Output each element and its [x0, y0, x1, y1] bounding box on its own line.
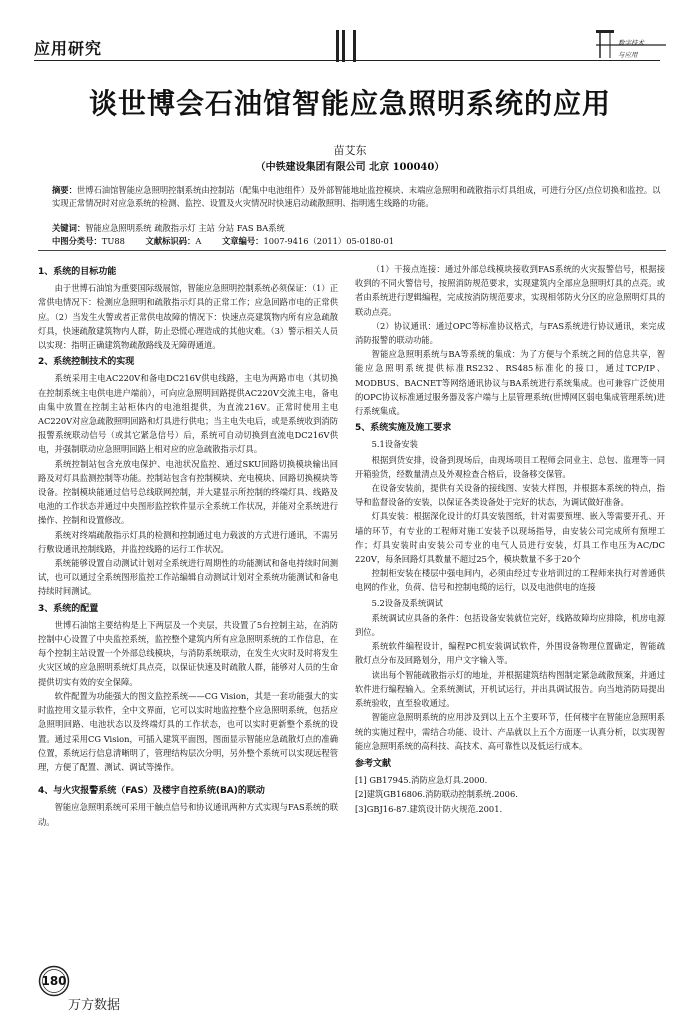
section-heading: 2、系统控制技术的实现 [38, 357, 135, 368]
paragraph: 系统调试应具备的条件：包括设备安装就位完好，线路故障均应排除，机房电源到位。 [355, 612, 665, 638]
journal-logo [596, 28, 666, 62]
clc-label: 中图分类号： [52, 236, 102, 246]
classification-line [52, 235, 664, 248]
paragraph: 控制柜安装在楼层中强电间内，必须由经过专业培训过的工程师来执行对普通供电网的作业，负荷、信号和控制电缆的运行，以及电池供电的连接 [355, 568, 665, 593]
keywords-label: 关键词： [52, 223, 86, 233]
paragraph: 智能应急照明系统与BA等系统的集成：为了方便与个系统之间的信息共享，智能应急照明系统提供标准RS232、RS485标准化的接口，通过TCP/IP、MODBUS、BACNET等网络通讯协议与BA系统进行系统集成。也可兼容广泛使用的OPC协议标准通过服务器及客户端与上层管理系统(世博网区弱电集成管理系统)进行系统集成。 [355, 349, 665, 417]
author: 苗艾东 [333, 144, 367, 157]
logo-text-line2: 与应用 [618, 51, 638, 59]
paragraph: 智能应急照明系统可采用干触点信号和协议通讯两种方式实现与FAS系统的联动。 [38, 802, 338, 827]
references-heading: 参考文献 [355, 758, 392, 769]
paragraph: 系统软件编程设计，编程PC机安装调试软件，外围设备物理位置确定，智能疏散灯点分布及回路划分，用户文字输入等。 [355, 641, 665, 666]
logo-text-line1: 数字技术 [618, 39, 644, 47]
right-column [355, 262, 665, 816]
paragraph: （2）协议通讯：通过OPC等标准协议格式，与FAS系统进行协议通讯，来完成消防报警的联动功能。 [355, 320, 665, 346]
subsection-heading: 5.1设备安装 [371, 439, 418, 450]
page-number: 180 [41, 974, 67, 988]
article-meta [52, 222, 664, 248]
section-heading: 3、系统的配置 [38, 603, 99, 614]
abstract-text: 世博石油馆智能应急照明控制系统由控制站（配集中电池组件）及外部智能地址监控模块、末端应急照明和疏散指示灯具组成，可进行分区/点位切换和监控。以实现正常情况时对应急系统的检测、监控、设置及火灾情况时快速启动疏散照明、指明逃生线路的功能。 [52, 185, 661, 208]
left-column [38, 262, 338, 829]
paragraph: 系统能够设置自动测试计划对全系统进行周期性的功能测试和备电持续时间测试，也可以通过全系统图形监控工作站编辑自动测试计划对全系统功能测试和备电持续时间测试。 [38, 558, 338, 597]
article-title: 谈世博会石油馆智能应急照明系统的应用 [88, 87, 611, 120]
header-bars-ornament [334, 30, 358, 62]
watermark: 万方数据 [68, 998, 121, 1013]
paragraph: 系统对终端疏散指示灯具的检测和控制通过电力载波的方式进行通讯，不需另行敷设通讯控制线路，并监控线路的运行工作状况。 [38, 529, 338, 554]
article-no-label: 文章编号： [221, 236, 264, 246]
reference-item: [2]建筑GB16806.消防联动控制系统.2006. [355, 789, 518, 800]
paragraph: 由于世博石油馆为重要国际级展馆，智能应急照明控制系统必须保证：（1）正常供电情况下：检测应急照明和疏散指示灯具的正常工作；应急回路市电的正常供应。（2）当发生火警或者正常供电故障的情况下：快速点亮建筑物内所有应急疏散灯具，快速疏散建筑物内人群，防止恐慌心理造成的其他灾难。（3）警示相关人员以实现：指明正确建筑物疏散路线及无障碍通道。 [38, 283, 338, 351]
clc: TU88 [101, 236, 125, 246]
paragraph: 软件配置为功能强大的图文监控系统——CG Vision，其是一套功能强大的实时监控用文显示软件，全中文界面，它可以实时地监控整个应急照明系统，包括应急照明回路、电池状态以及终端灯具的工作状态，也可以实时更新整个系统的设置。通过采用CG Vision，可插入建筑平面图，图面显示智能应急疏散灯点的准确位置，系统运行信息清晰明了，管理结构层次分明，另外整个系统可以实现远程管理，方便了配置、测试、调试等操作。 [38, 690, 338, 772]
section-heading: 4、与火灾报警系统（FAS）及楼宇自控系统(BA)的联动 [38, 786, 265, 797]
paragraph: 在设备安装前，提供有关设备的接线图、安装大样图，并根据本系统的特点，指导和监督设备的安装，以保证各类设备处于完好的状态，为调试做好准备。 [355, 483, 665, 508]
abstract-label: 摘要： [52, 185, 77, 195]
page-number-badge [38, 965, 70, 997]
keywords-line [52, 222, 664, 235]
article-no: 1007-9416（2011）05-0180-01 [263, 236, 395, 246]
doc-code-label: 文献标识码： [145, 236, 196, 246]
subsection-heading: 5.2设备及系统调试 [371, 597, 443, 608]
section-heading: 1、系统的目标功能 [38, 267, 117, 277]
paragraph: 系统采用主电AC220V和备电DC216V供电线路，主电为两路市电（其切换在控制系统主电供电进户端前），可向应急照明回路提供AC220V交流主电，备电由集中放置在控制主站柜体内的电池组提供，为直流216V。正常时使用主电AC220V对应急疏散照明回路和灯具进行供电；当主电失电后，或是系统收到消防报警系统联动信号（或其它紧急信号）后，系统可自动切换到直流电DC216V供电，并强制联动应急照明回路上相对应的应急疏散指示灯具。 [38, 373, 338, 455]
abstract-divider [38, 250, 666, 251]
paragraph: （1）干接点连接：通过外部总线模块接收到FAS系统的火灾报警信号，根据接收到的不同火警信号，按照消防规范要求，实现建筑内全部应急照明灯具的点亮。或者由系统进行逻辑编程，完成按消防规范要求，实现相邻防火分区的应急照明灯具的联动点亮。 [355, 264, 665, 317]
paragraph: 读出每个智能疏散指示灯的地址，并根据建筑结构图制定紧急疏散预案，并通过软件进行编程输入。全系统测试，开机试运行，并出具调试报告。向当地消防局提出系统验收，直至验收通过。 [355, 669, 665, 709]
paragraph: 灯具安装：根据深化设计的灯具安装图纸，针对需要预埋、嵌入等需要开孔、开墙的环节，有专业的工程师对施工安装予以现场指导，由安装公司完成所有预埋工作；灯具安装时由安装公司专业的电气人员进行安装，灯具工作电压为AC/DC 220V，每条回路灯具数量不超过25个，模块数量不多于20个 [355, 511, 665, 565]
abstract [52, 184, 664, 210]
paragraph: 智能应急照明系统的应用涉及到以上五个主要环节，任何楼宇在智能应急照明系统的实施过程中，需结合功能、设计、产品就以上五个方面逐一认真分析，以实现智能应急照明系统的高科技、高技术、高可靠性以及低运行成本。 [355, 712, 665, 751]
paragraph: 系统控制站包含充放电保护、电池状况监控、通过SKU回路切换模块输出回路及对灯具监测控制等功能。控制站包含有控制模块、充电模块、回路切换模块等设备。控制模块能通过信号总线联网控制，并大建显示所控制的终端灯具、线路及电池的工作状态并通过中央图形监控软件显示全系统工作状况，并能对全系统进行操作、控制和设置修改。 [38, 458, 338, 526]
section-heading: 5、系统实施及施工要求 [355, 423, 452, 434]
reference-item: [1] GB17945.消防应急灯具.2000. [355, 775, 488, 786]
paragraph: 世博石油馆主要结构是上下两层及一个夹层，共设置了5台控制主站，在消防控制中心设置了中央监控系统，监控整个建筑内所有应急照明系统的工作信息，在每个控制主站设置一个外部总线模块，与消防系统联动，在发生火灾时及时将发生火灾区域的应急照明系统灯具点亮，以保证快速及时疏散人群，能够对人员的生命提供切实有效的安全保障。 [38, 619, 338, 687]
header-rule [34, 60, 660, 61]
section-label: 应用研究 [34, 39, 103, 58]
affiliation: （中铁建设集团有限公司 北京 100040） [255, 162, 445, 173]
doc-code: A [195, 236, 202, 246]
reference-item: [3]GBJ16-87.建筑设计防火规范.2001. [355, 803, 503, 814]
paragraph: 根据到货安排，设备到现场后，由现场项目工程师会同业主、总包、监理等一同开箱验货，经数量清点及外观检查合格后，设备移交保管。 [355, 454, 665, 479]
keywords: 智能应急照明系统 疏散指示灯 主站 分站 FAS BA系统 [85, 223, 285, 233]
